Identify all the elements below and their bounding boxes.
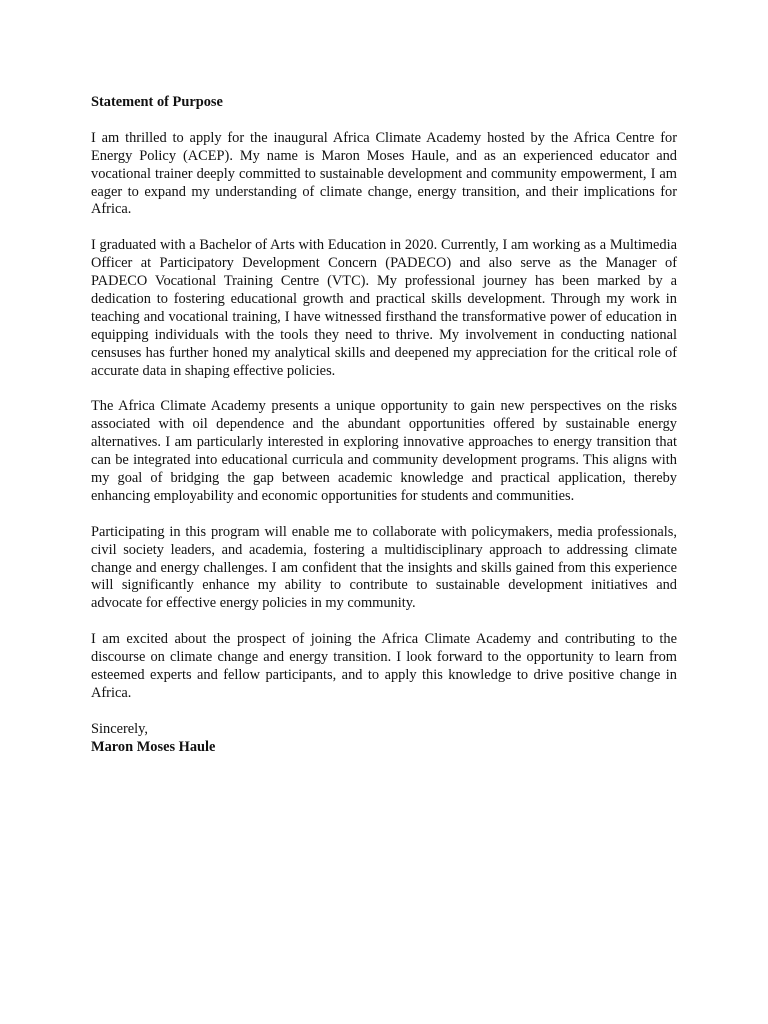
paragraph-opportunity: The Africa Climate Academy presents a unique opportunity to gain new perspectives on the risks associated with oil dependence and the abundant opportunities offered by sustainable energy alternatives. I am particularly interested in exploring innovative approaches to energy transition that can be integrated into educational curricula and community development programs. This aligns with my goal of bridging the gap between academic knowledge and practical application, thereby enhancing employability and economic opportunities for students and communities.: [91, 398, 677, 504]
paragraph-background: I graduated with a Bachelor of Arts with Education in 2020. Currently, I am working as a Multimedia Officer at Participatory Development Concern (PADECO) and also serve as the Manager of PADECO Vocational Training Centre (VTC). My professional journey has been marked by a dedication to fostering educational growth and practical skills development. Through my work in teaching and vocational training, I have witnessed firsthand the transformative power of education in equipping individuals with the tools they need to thrive. My involvement in conducting national censuses has further honed my analytical skills and deepened my appreciation for the critical role of accurate data in shaping effective policies.: [91, 237, 677, 379]
document-page: [91, 94, 677, 756]
paragraph-conclusion: I am excited about the prospect of joining the Africa Climate Academy and contributing to the discourse on climate change and energy transition. I look forward to the opportunity to learn from esteemed experts and fellow participants, and to apply this knowledge to drive positive change in Africa.: [91, 631, 677, 701]
paragraph-collaboration: Participating in this program will enable me to collaborate with policymakers, media professionals, civil society leaders, and academia, fostering a multidisciplinary approach to addressing climate change and energy challenges. I am confident that the insights and skills gained from this experience will significantly enhance my ability to contribute to sustainable development initiatives and advocate for effective energy policies in my community.: [91, 523, 677, 612]
signature-name: Maron Moses Haule: [91, 738, 216, 755]
paragraph-introduction: I am thrilled to apply for the inaugural Africa Climate Academy hosted by the Africa Centre for Energy Policy (ACEP). My name is Maron Moses Haule, and as an experienced educator and vocational trainer deeply committed to sustainable development and community empowerment, I am eager to expand my understanding of climate change, energy transition, and their implications for Africa.: [91, 129, 677, 218]
closing-salutation: Sincerely,: [91, 720, 149, 737]
document-title: Statement of Purpose: [91, 94, 223, 110]
